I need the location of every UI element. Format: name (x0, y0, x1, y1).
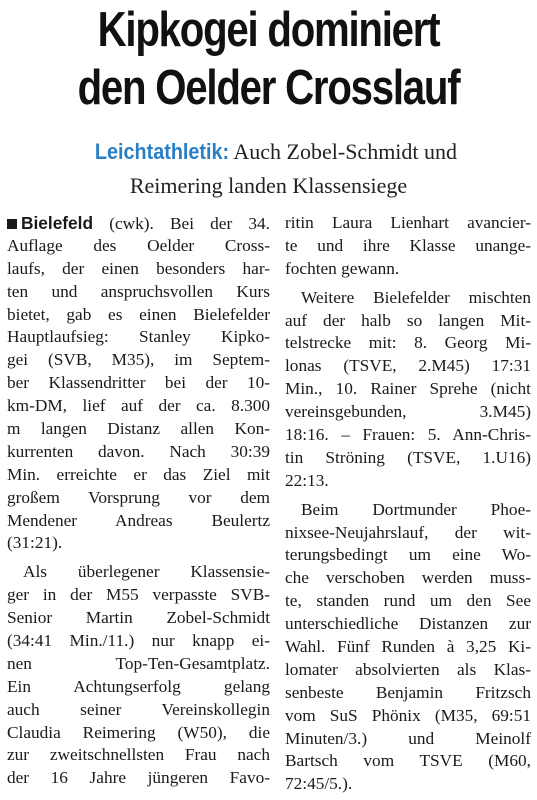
headline-line-1: Kipkogei dominiert (97, 3, 440, 57)
subheadline-text-1: Auch Zobel-Schmidt und (229, 139, 458, 164)
text-line: (31:21). (7, 533, 63, 553)
text-line: Als überlegener Klassensie- (23, 562, 270, 582)
text-line: der 16 Jahre jüngeren Favo- (7, 768, 270, 788)
dateline: Bielefeld (21, 213, 94, 233)
text-line: ritin Laura Lienhart avancier- (285, 213, 531, 232)
text-line: Bielefeld (cwk). Bei der 34. (7, 212, 270, 235)
text-line: kurrenten davon. Nach 30:39 (7, 441, 270, 461)
text-line: großem Vorsprung vor dem (7, 487, 270, 507)
text-line: te, standen rund um den See (285, 591, 531, 611)
bullet-square-icon (7, 219, 17, 229)
text-line: auch seiner Vereinskollegin (7, 699, 270, 719)
text-line: lomater absolvierten als Klas- (285, 659, 531, 679)
text-line: laufs, der einen besonders har- (7, 258, 270, 278)
text-line: lonas (TSVE, 2.M45) 17:31 (285, 356, 531, 376)
text-line: Bartsch vom TSVE (M60, (285, 751, 531, 771)
text-line: che verschoben werden muss- (285, 568, 531, 588)
text-line: nen Top-Ten-Gesamtplatz. (7, 653, 270, 673)
text-line: Ein Achtungserfolg gelang (7, 676, 270, 696)
text-line: Claudia Reimering (W50), die (7, 722, 270, 742)
article-column-right (285, 212, 531, 796)
text-line: te und ihre Klasse unange- (285, 235, 531, 255)
text-line: bietet, gab es einen Bielefelder (7, 304, 270, 324)
subheadline-line-2: Reimering landen Klassensiege (129, 173, 408, 198)
text-line: terungsbedingt um eine Wo- (285, 545, 531, 565)
text-line: nixsee-Neujahrslauf, der wit- (285, 522, 531, 542)
headline-line-2: den Oelder Crosslauf (77, 61, 460, 115)
text-line: Hauptlaufsieg: Stanley Kipko- (7, 327, 270, 347)
text-line: Weitere Bielefelder mischten (301, 287, 531, 307)
article-column-left (7, 212, 270, 790)
text-line: Min. erreichte er das Ziel mit (7, 464, 270, 484)
text-line: Mendener Andreas Beulertz (7, 510, 270, 530)
text-line: m langen Distanz allen Kon- (7, 419, 270, 439)
text-line: (34:41 Min./11.) nur knapp ei- (7, 631, 270, 651)
text-line: zur zweitschnellsten Frau nach (7, 745, 270, 765)
text-line: unterschiedliche Distanzen zur (285, 614, 531, 634)
text-line: ten und anspruchsvollen Kurs (7, 281, 270, 301)
text-line: Min., 10. Rainer Sprehe (nicht (285, 379, 531, 399)
text-line: Auflage des Oelder Cross- (7, 235, 270, 255)
text-line: tin Ströning (TSVE, 1.U16) (285, 447, 531, 467)
text-line: 22:13. (285, 470, 329, 490)
text-line: telstrecke mit: 8. Georg Mi- (285, 333, 531, 353)
text-line: km-DM, lief auf der ca. 8.300 (7, 396, 270, 416)
text-line: vereinsgebunden, 3.M45) (285, 402, 531, 422)
text-line: vom SuS Phönix (M35, 69:51 (285, 705, 531, 725)
text-line: ber Klassendritter bei der 10- (7, 373, 270, 393)
section-kicker: Leichtathletik: (94, 139, 230, 164)
text-line: gei (SVB, M35), im Septem- (7, 350, 270, 370)
text-line: 18:16. – Frauen: 5. Ann-Chris- (285, 425, 531, 445)
text-line: Minuten/3.) und Meinolf (285, 728, 531, 748)
subheadline-line-1 (0, 135, 537, 169)
text-line: senbeste Benjamin Fritzsch (285, 682, 531, 702)
text-line: Wahl. Fünf Runden à 3,25 Ki- (285, 637, 531, 657)
text-line: fochten gewann. (285, 258, 400, 278)
text-line: ger in der M55 verpasste SVB- (7, 585, 270, 605)
text-line: Beim Dortmunder Phoe- (301, 499, 531, 519)
text-line: Senior Martin Zobel-Schmidt (7, 608, 270, 628)
text-line: auf der halb so langen Mit- (285, 310, 531, 330)
text-line: 72:45/5.). (285, 774, 353, 794)
